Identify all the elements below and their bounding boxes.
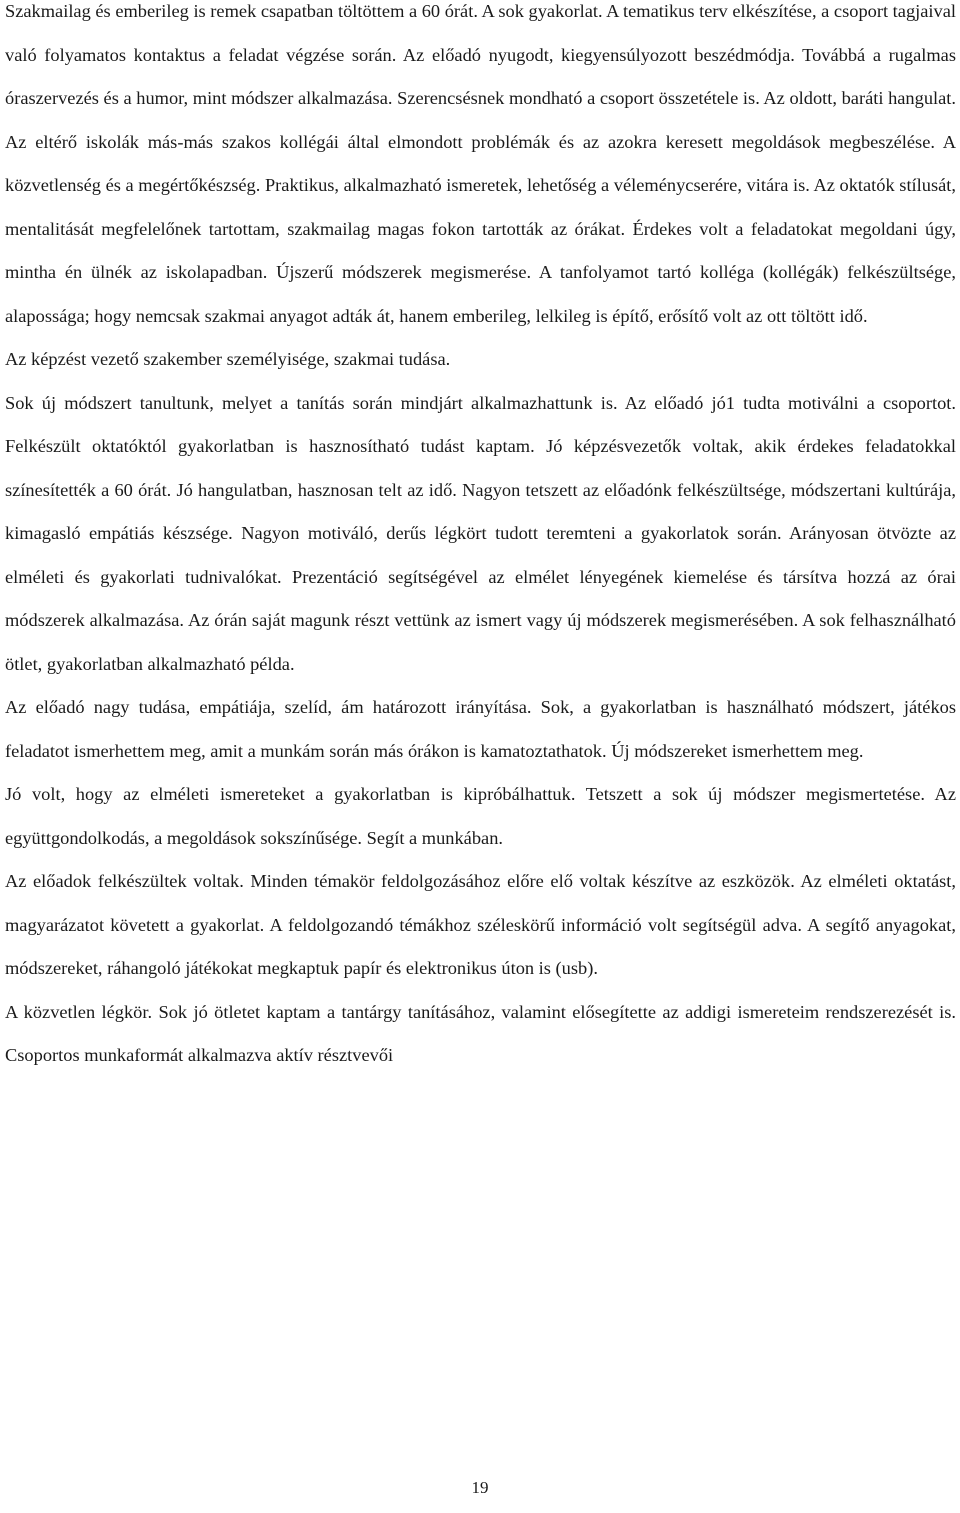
page-number: 19 xyxy=(471,1478,489,1497)
paragraph: Az képzést vezető szakember személyisége, szakmai tudása. xyxy=(5,349,451,369)
body-text xyxy=(5,0,956,1078)
paragraph: Sok új módszert tanultunk, melyet a tanítás során mindjárt alkalmazhattunk is. Az előadó jó1 tudta motiválni a csoportot. Felkészült oktatóktól gyakorlatban is hasznosítható tudást kaptam. Jó képzésvezetők voltak, akik érdekes feladatokkal színesítették a 60 órát. Jó hangulatban, hasznosan telt az idő. Nagyon tetszett az előadónk felkészültsége, módszertani kultúrája, kimagasló empátiás készsége. Nagyon motiváló, derűs légkört tudott teremteni a gyakorlatok során. Arányosan ötvözte az elméleti és gyakorlati tudnivalókat. Prezentáció segítségével az elmélet lényegének kiemelése és társítva hozzá az órai módszerek alkalmazása. Az órán saját magunk részt vettünk az ismert vagy új módszerek megismerésében. A sok felhasználható ötlet, gyakorlatban alkalmazható példa. xyxy=(5,392,956,674)
paragraph: Az előadó nagy tudása, empátiája, szelíd, ám határozott irányítása. Sok, a gyakorlatban is használható módszert, játékos feladatot ismerhettem meg, amit a munkám során más órákon is kamatoztathatok. Új módszereket ismerhettem meg. xyxy=(5,697,956,761)
paragraph: Az előadok felkészültek voltak. Minden témakör feldolgozásához előre elő voltak készítve az eszközök. Az elméleti oktatást, magyarázatot követett a gyakorlat. A feldolgozandó témákhoz széleskörű információ volt segítségül adva. A segítő anyagokat, módszereket, ráhangoló játékokat megkaptuk papír és elektronikus úton is (usb). xyxy=(5,871,956,978)
paragraph: A közvetlen légkör. Sok jó ötletet kaptam a tantárgy tanításához, valamint elősegítette az addigi ismereteim rendszerezését is. Csoportos munkaformát alkalmazva aktív résztvevői xyxy=(5,1001,956,1065)
paragraph: Szakmailag és emberileg is remek csapatban töltöttem a 60 órát. A sok gyakorlat. A tematikus terv elkészítése, a csoport tagjaival való folyamatos kontaktus a feladat végzése során. Az előadó nyugodt, kiegyensúlyozott beszédmódja. Továbbá a rugalmas óraszervezés és a humor, mint módszer alkalmazása. Szerencsésnek mondható a csoport összetétele is. Az oldott, baráti hangulat. Az eltérő iskolák más-más szakos kollégái által elmondott problémák és az azokra keresett megoldások megbeszélése. A közvetlenség és a megértőkészség. Praktikus, alkalmazható ismeretek, lehetőség a véleménycserére, vitára is. Az oktatók stílusát, mentalitását megfelelőnek tartottam, szakmailag magas fokon tartották az órákat. Érdekes volt a feladatokat megoldani úgy, mintha én ülnék az iskolapadban. Újszerű módszerek megismerése. A tanfolyamot tartó kolléga (kollégák) felkészültsége, alapossága; hogy nemcsak szakmai anyagot adták át, hanem emberileg, lelkileg is építő, erősítő volt az ott töltött idő. xyxy=(5,1,956,326)
paragraph: Jó volt, hogy az elméleti ismereteket a gyakorlatban is kipróbálhattuk. Tetszett a sok új módszer megismertetése. Az együttgondolkodás, a megoldások sokszínűsége. Segít a munkában. xyxy=(5,784,956,848)
